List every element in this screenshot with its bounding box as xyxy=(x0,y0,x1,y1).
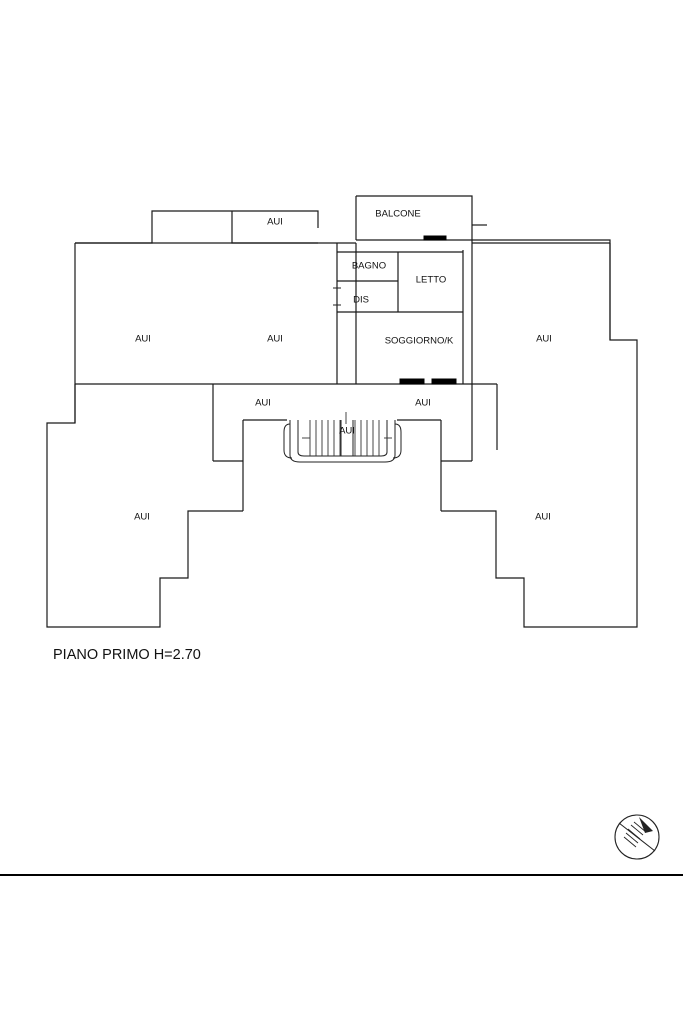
room-label-aui-mid-left-lower: AUI xyxy=(255,397,271,409)
staircase xyxy=(284,412,401,462)
room-label-bagno: BAGNO xyxy=(351,260,387,272)
floor-plan-title: PIANO PRIMO H=2.70 xyxy=(53,647,201,663)
window-fixtures xyxy=(400,236,456,384)
room-label-aui-stair: AUI xyxy=(339,425,355,437)
room-label-soggiorno-k: SOGGIORNO/K xyxy=(384,335,454,347)
room-label-aui-right-upper: AUI xyxy=(536,333,552,345)
room-label-letto: LETTO xyxy=(415,274,447,286)
interior-walls xyxy=(75,240,610,511)
room-label-aui-mid-right-lower: AUI xyxy=(415,397,431,409)
room-label-aui-mid-upper: AUI xyxy=(267,333,283,345)
north-arrow-icon xyxy=(609,807,665,863)
footer-divider xyxy=(0,874,683,876)
building-outline xyxy=(47,196,637,627)
room-label-aui-top-center: AUI xyxy=(267,216,283,228)
balcony-door-fixture xyxy=(424,236,446,240)
window-fixture-2 xyxy=(432,379,456,384)
room-label-aui-left-lower: AUI xyxy=(134,511,150,523)
room-labels xyxy=(134,209,552,523)
room-label-dis: DIS xyxy=(353,294,369,306)
room-label-aui-right-lower: AUI xyxy=(535,511,551,523)
room-label-balcone: BALCONE xyxy=(375,208,421,220)
window-fixture-1 xyxy=(400,379,424,384)
room-label-aui-left-upper: AUI xyxy=(135,333,151,345)
